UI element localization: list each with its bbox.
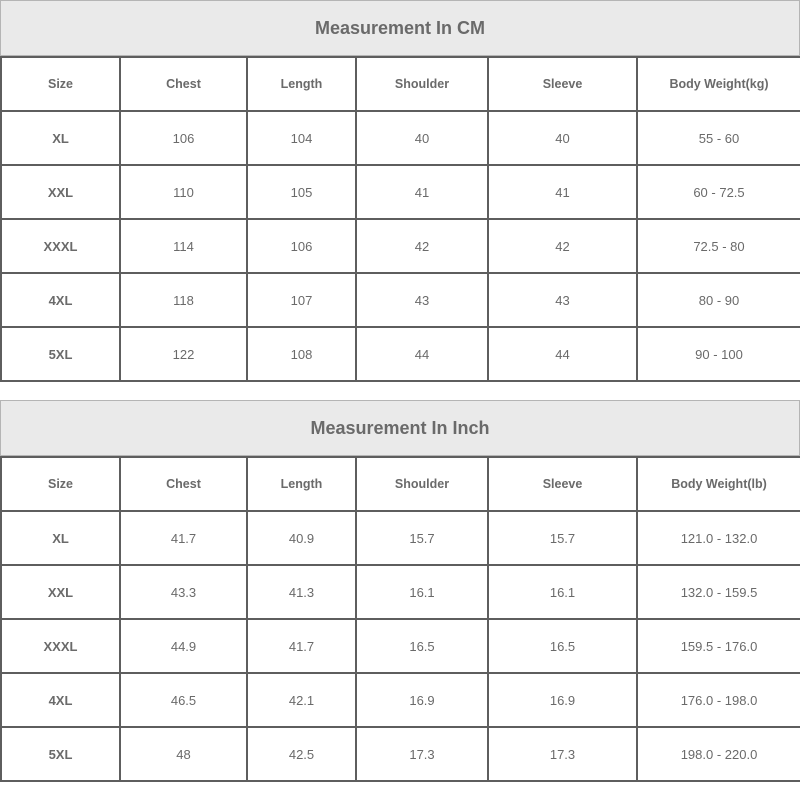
header-shoulder: Shoulder [356, 57, 488, 111]
sleeve-cell: 16.9 [488, 673, 637, 727]
body-weight-cell: 80 - 90 [637, 273, 800, 327]
length-cell: 108 [247, 327, 356, 381]
size-cell: XL [1, 111, 120, 165]
body-weight-cell: 132.0 - 159.5 [637, 565, 800, 619]
header-shoulder: Shoulder [356, 457, 488, 511]
inch-table-title: Measurement In Inch [0, 400, 800, 456]
shoulder-cell: 42 [356, 219, 488, 273]
header-sleeve: Sleeve [488, 57, 637, 111]
length-cell: 42.1 [247, 673, 356, 727]
body-weight-cell: 60 - 72.5 [637, 165, 800, 219]
sleeve-cell: 16.5 [488, 619, 637, 673]
size-cell: 5XL [1, 327, 120, 381]
sleeve-cell: 16.1 [488, 565, 637, 619]
length-cell: 41.7 [247, 619, 356, 673]
header-sleeve: Sleeve [488, 457, 637, 511]
length-cell: 106 [247, 219, 356, 273]
sleeve-cell: 42 [488, 219, 637, 273]
shoulder-cell: 40 [356, 111, 488, 165]
table-row [1, 511, 800, 565]
shoulder-cell: 43 [356, 273, 488, 327]
inch-table [0, 456, 800, 782]
shoulder-cell: 41 [356, 165, 488, 219]
shoulder-cell: 15.7 [356, 511, 488, 565]
sleeve-cell: 15.7 [488, 511, 637, 565]
cm-table-block [0, 0, 800, 382]
cm-table-title: Measurement In CM [0, 0, 800, 56]
sleeve-cell: 40 [488, 111, 637, 165]
shoulder-cell: 17.3 [356, 727, 488, 781]
size-cell: XL [1, 511, 120, 565]
body-weight-cell: 121.0 - 132.0 [637, 511, 800, 565]
chest-cell: 118 [120, 273, 247, 327]
size-cell: 4XL [1, 673, 120, 727]
cm-table [0, 56, 800, 382]
chest-cell: 110 [120, 165, 247, 219]
size-cell: XXXL [1, 219, 120, 273]
header-length: Length [247, 457, 356, 511]
header-body-weight: Body Weight(lb) [637, 457, 800, 511]
size-cell: XXXL [1, 619, 120, 673]
shoulder-cell: 16.9 [356, 673, 488, 727]
table-row [1, 165, 800, 219]
chest-cell: 43.3 [120, 565, 247, 619]
sleeve-cell: 41 [488, 165, 637, 219]
size-cell: 5XL [1, 727, 120, 781]
table-row [1, 273, 800, 327]
length-cell: 42.5 [247, 727, 356, 781]
body-weight-cell: 90 - 100 [637, 327, 800, 381]
size-cell: XXL [1, 165, 120, 219]
sleeve-cell: 44 [488, 327, 637, 381]
header-body-weight: Body Weight(kg) [637, 57, 800, 111]
chest-cell: 48 [120, 727, 247, 781]
inch-header-row [1, 457, 800, 511]
inch-table-block [0, 400, 800, 782]
table-row [1, 727, 800, 781]
table-row [1, 111, 800, 165]
size-cell: 4XL [1, 273, 120, 327]
length-cell: 40.9 [247, 511, 356, 565]
cm-header-row [1, 57, 800, 111]
chest-cell: 114 [120, 219, 247, 273]
table-row [1, 673, 800, 727]
sleeve-cell: 43 [488, 273, 637, 327]
table-row [1, 565, 800, 619]
size-cell: XXL [1, 565, 120, 619]
shoulder-cell: 16.5 [356, 619, 488, 673]
length-cell: 105 [247, 165, 356, 219]
body-weight-cell: 72.5 - 80 [637, 219, 800, 273]
shoulder-cell: 16.1 [356, 565, 488, 619]
header-size: Size [1, 457, 120, 511]
chest-cell: 41.7 [120, 511, 247, 565]
header-size: Size [1, 57, 120, 111]
table-row [1, 327, 800, 381]
length-cell: 107 [247, 273, 356, 327]
length-cell: 41.3 [247, 565, 356, 619]
chest-cell: 46.5 [120, 673, 247, 727]
chest-cell: 106 [120, 111, 247, 165]
body-weight-cell: 159.5 - 176.0 [637, 619, 800, 673]
length-cell: 104 [247, 111, 356, 165]
shoulder-cell: 44 [356, 327, 488, 381]
chest-cell: 44.9 [120, 619, 247, 673]
body-weight-cell: 176.0 - 198.0 [637, 673, 800, 727]
body-weight-cell: 198.0 - 220.0 [637, 727, 800, 781]
body-weight-cell: 55 - 60 [637, 111, 800, 165]
header-chest: Chest [120, 457, 247, 511]
sleeve-cell: 17.3 [488, 727, 637, 781]
table-row [1, 219, 800, 273]
chest-cell: 122 [120, 327, 247, 381]
header-length: Length [247, 57, 356, 111]
header-chest: Chest [120, 57, 247, 111]
table-row [1, 619, 800, 673]
